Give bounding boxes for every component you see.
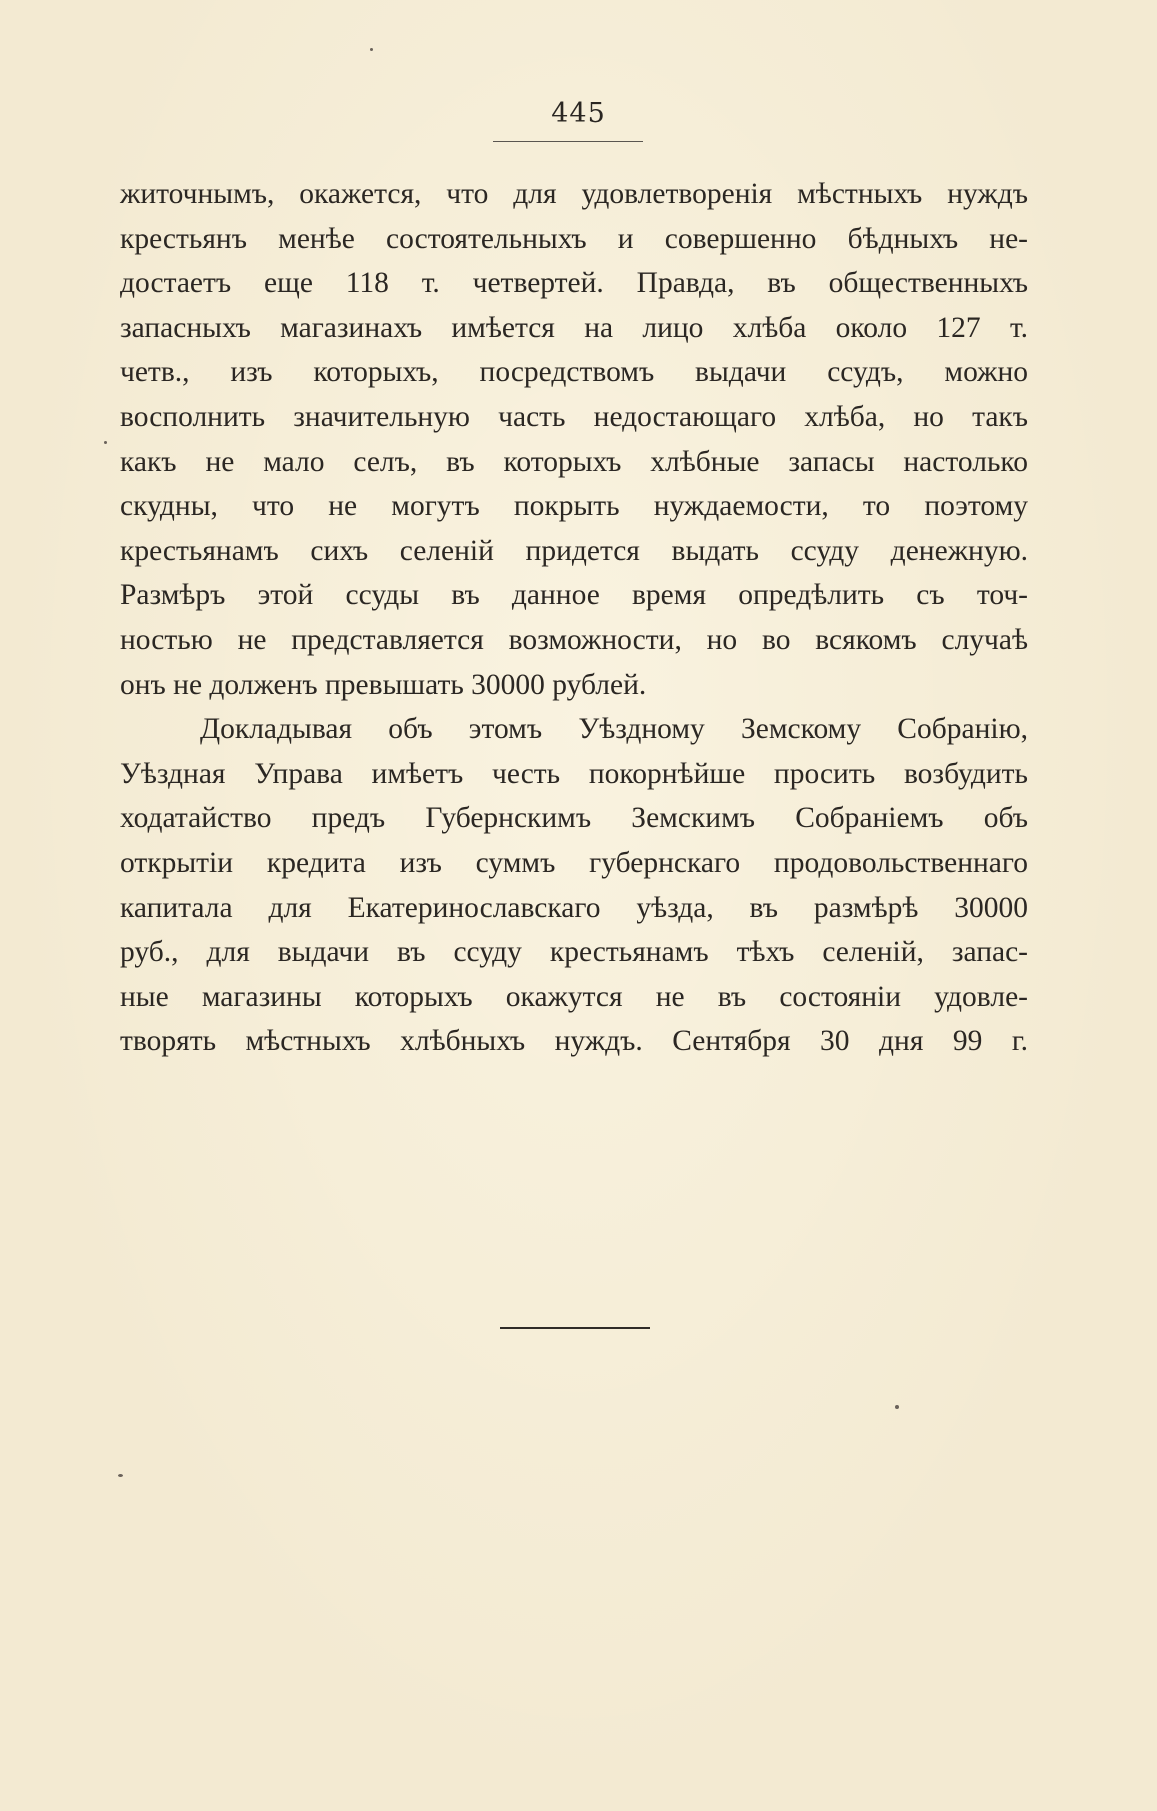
text-line: восполнить значительную часть недостающаго хлѣба, но такъ [120,400,1028,433]
text-line: достаетъ еще 118 т. четвертей. Правда, въ общественныхъ [120,267,1028,300]
text-line: руб., для выдачи въ ссуду крестьянамъ тѣхъ селеній, запас- [120,936,1028,969]
text-line: скудны, что не могутъ покрыть нуждаемости, то поэтому [120,490,1028,523]
body-text [120,172,1028,1064]
header-rule [493,141,643,142]
paper-speck [370,48,373,51]
text-line: ностью не представляется возможности, но во всякомъ случаѣ [120,623,1028,656]
text-line: четв., изъ которыхъ, посредствомъ выдачи ссудъ, можно [120,356,1028,389]
text-line: ходатайство предъ Губернскимъ Земскимъ Собраніемъ объ [120,802,1028,835]
text-line: открытіи кредита изъ суммъ губернскаго продовольственнаго [120,846,1028,879]
text-line: житочнымъ, окажется, что для удовлетворенія мѣстныхъ нуждъ [120,178,1028,210]
text-line: капитала для Екатеринославскаго уѣзда, въ размѣрѣ 30000 [120,891,1028,924]
paper-speck [104,441,107,444]
text-line: крестьянъ менѣе состоятельныхъ и совершенно бѣдныхъ не- [120,222,1028,255]
text-line: онъ не долженъ превышать 30000 рублей. [120,668,647,701]
paragraph-1 [120,172,1028,707]
page-number: 445 [551,98,606,129]
text-line: Размѣръ этой ссуды въ данное время опредѣлить съ точ- [120,579,1028,612]
paragraph-2 [120,707,1028,1064]
paper-speck [895,1405,899,1409]
text-line: творять мѣстныхъ хлѣбныхъ нуждъ. Сентября 30 дня 99 г. [120,1025,1028,1058]
text-line: ные магазины которыхъ окажутся не въ состояніи удовле- [120,980,1028,1013]
text-line: Докладывая объ этомъ Уѣздному Земскому Собранію, [200,713,1028,746]
text-line: Уѣздная Управа имѣетъ честь покорнѣйше просить возбудить [120,757,1028,790]
text-line: крестьянамъ сихъ селеній придется выдать ссуду денежную. [120,534,1028,567]
paper-speck [118,1474,123,1477]
section-end-rule [500,1327,650,1329]
text-line: запасныхъ магазинахъ имѣется на лицо хлѣба около 127 т. [120,311,1028,344]
text-line: какъ не мало селъ, въ которыхъ хлѣбные запасы настолько [120,445,1028,478]
